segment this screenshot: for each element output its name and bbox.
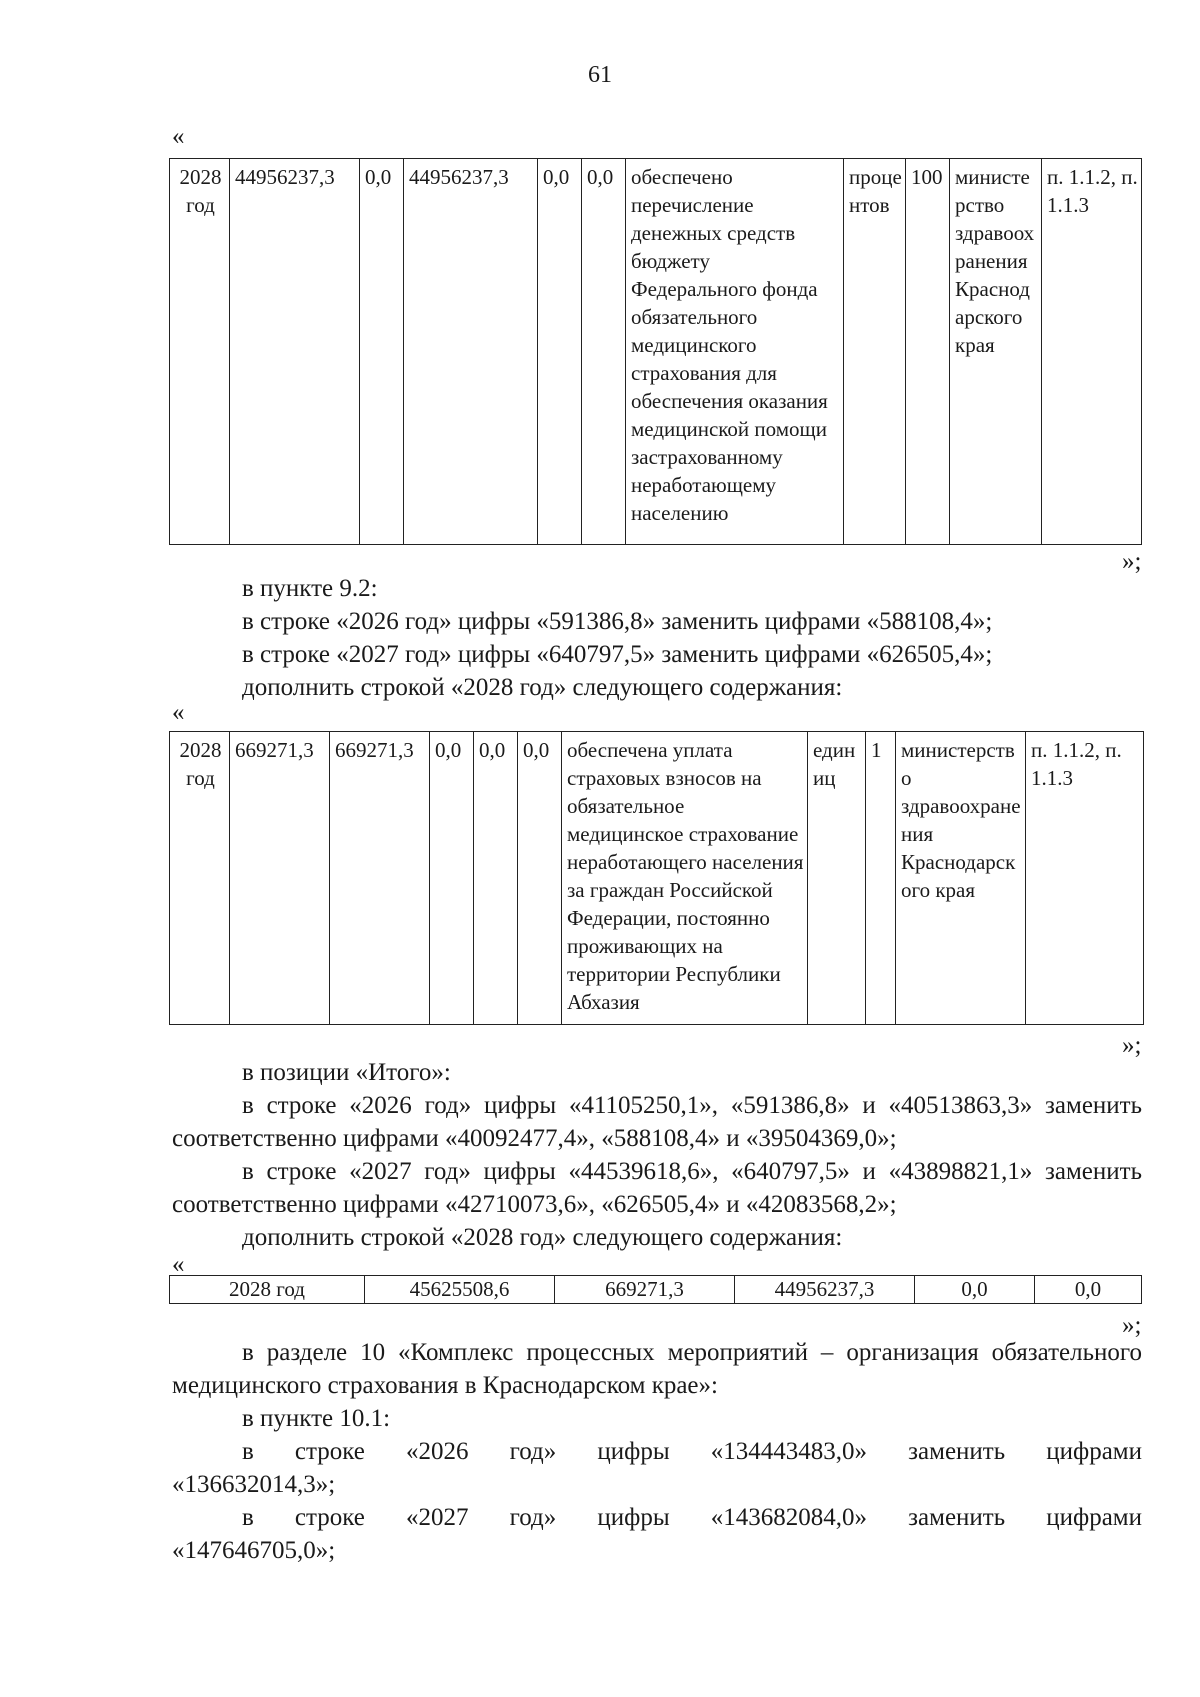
year-cell: 2028 год xyxy=(170,732,230,1025)
result-cell: обеспечена уплата страховых взносов на обязательное медицинское страхование неработающего населения за граждан Российской Федерации, постоянно проживающих на территории Республики Абхазия xyxy=(562,732,808,1025)
close-quote: »; xyxy=(1122,548,1142,575)
regional-cell: 0,0 xyxy=(430,732,474,1025)
local-cell: 0,0 xyxy=(474,732,518,1025)
table-row xyxy=(170,732,1144,1025)
other-cell: 0,0 xyxy=(1035,1276,1142,1304)
section-10-intro: в разделе 10 «Комплекс процессных мероприятий – организация обязательного медицинского страхования в Краснодарском крае»: xyxy=(172,1339,1142,1399)
point-10-1-line-2026: в строке «2026 год» цифры «134443483,0» заменить цифрами «136632014,3»; xyxy=(172,1438,1142,1498)
table-2028-row-abkhazia xyxy=(169,731,1144,1025)
other-cell: 0,0 xyxy=(582,159,626,545)
page-number: 61 xyxy=(588,62,612,88)
itogo-line-add: дополнить строкой «2028 год» следующего содержания: xyxy=(242,1224,843,1251)
regional-cell: 44956237,3 xyxy=(735,1276,915,1304)
unit-cell: процентов xyxy=(844,159,906,545)
executor-cell: министерство здравоохранения Краснодарского края xyxy=(896,732,1026,1025)
table-2028-row-fund-transfer xyxy=(169,158,1142,545)
open-quote: « xyxy=(172,123,185,150)
federal-cell: 0,0 xyxy=(360,159,404,545)
itogo-line-2026: в строке «2026 год» цифры «41105250,1», «591386,8» и «40513863,3» заменить соответственно цифрами «40092477,4», «588108,4» и «39504369,0»; xyxy=(172,1092,1142,1152)
reference-cell: п. 1.1.2, п. 1.1.3 xyxy=(1026,732,1144,1025)
total-cell: 44956237,3 xyxy=(230,159,360,545)
table-row xyxy=(170,1276,1142,1304)
regional-cell: 44956237,3 xyxy=(404,159,538,545)
local-cell: 0,0 xyxy=(538,159,582,545)
itogo-heading: в позиции «Итого»: xyxy=(242,1059,451,1086)
point-9-2-heading: в пункте 9.2: xyxy=(242,575,378,602)
total-cell: 45625508,6 xyxy=(365,1276,555,1304)
open-quote: « xyxy=(172,1251,185,1278)
unit-cell: единиц xyxy=(808,732,866,1025)
reference-cell: п. 1.1.2, п. 1.1.3 xyxy=(1042,159,1142,545)
year-cell: 2028 год xyxy=(170,1276,365,1304)
open-quote: « xyxy=(172,699,185,726)
point-9-2-line-2027: в строке «2027 год» цифры «640797,5» заменить цифрами «626505,4»; xyxy=(242,641,993,668)
value-cell: 1 xyxy=(866,732,896,1025)
value-cell: 100 xyxy=(906,159,950,545)
table-itogo-2028 xyxy=(169,1275,1142,1304)
table-row xyxy=(170,159,1142,545)
point-10-1-heading: в пункте 10.1: xyxy=(242,1405,391,1432)
close-quote: »; xyxy=(1122,1032,1142,1059)
year-cell: 2028 год xyxy=(170,159,230,545)
result-cell: обеспечено перечисление денежных средств бюджету Федерального фонда обязательного медицинского страхования для обеспечения оказания медицинской помощи застрахованному неработающему населению xyxy=(626,159,844,545)
itogo-line-2027: в строке «2027 год» цифры «44539618,6», «640797,5» и «43898821,1» заменить соответственно цифрами «42710073,6», «626505,4» и «42083568,2»; xyxy=(172,1158,1142,1218)
federal-cell: 669271,3 xyxy=(330,732,430,1025)
federal-cell: 669271,3 xyxy=(555,1276,735,1304)
local-cell: 0,0 xyxy=(915,1276,1035,1304)
total-cell: 669271,3 xyxy=(230,732,330,1025)
executor-cell: министерство здравоохранения Краснодарского края xyxy=(950,159,1042,545)
point-9-2-line-2026: в строке «2026 год» цифры «591386,8» заменить цифрами «588108,4»; xyxy=(242,608,993,635)
point-10-1-line-2027: в строке «2027 год» цифры «143682084,0» заменить цифрами «147646705,0»; xyxy=(172,1504,1142,1564)
other-cell: 0,0 xyxy=(518,732,562,1025)
point-9-2-line-add: дополнить строкой «2028 год» следующего содержания: xyxy=(242,674,843,701)
close-quote: »; xyxy=(1122,1312,1142,1339)
